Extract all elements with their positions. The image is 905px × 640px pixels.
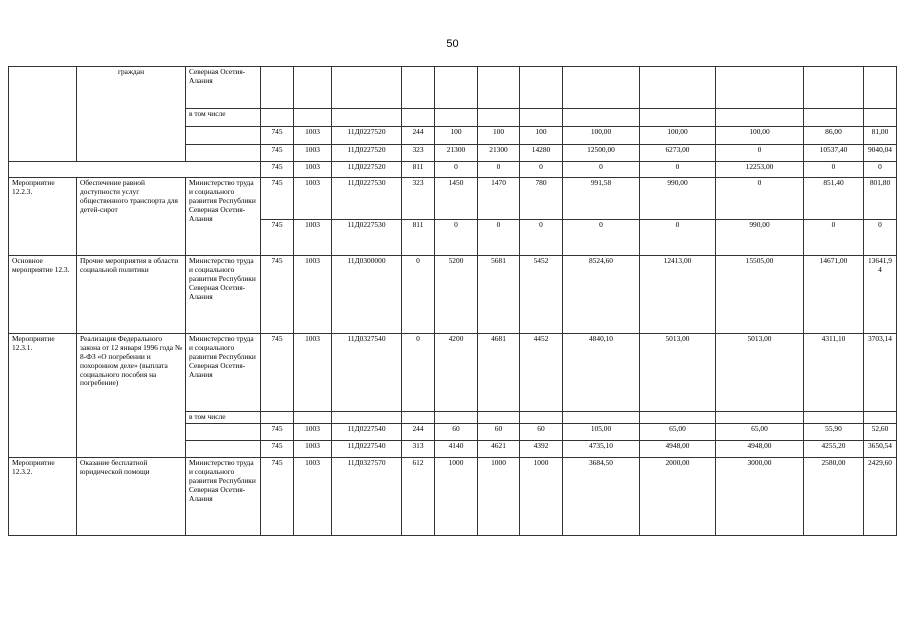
table-row (9, 162, 897, 178)
table-cell: 0 (716, 145, 804, 162)
table-cell: 990,00 (640, 178, 716, 220)
table-cell (332, 67, 402, 109)
table-cell: 55,90 (804, 424, 864, 441)
table-cell: 1450 (435, 178, 478, 220)
table-cell: 323 (402, 178, 435, 220)
table-cell (402, 412, 435, 424)
table-cell: Министерство труда и социального развития Республики Северная Осетия-Алания (186, 256, 261, 334)
page-number: 50 (446, 38, 459, 50)
table-cell: 745 (261, 256, 294, 334)
table-cell: 0 (478, 162, 520, 178)
table-cell (186, 441, 261, 458)
table-cell (261, 412, 294, 424)
table-cell: 0 (478, 220, 520, 256)
table-cell: 6273,00 (640, 145, 716, 162)
table-cell: 745 (261, 162, 294, 178)
table-cell: 100,00 (563, 127, 640, 145)
table-cell (716, 109, 804, 127)
table-cell: 323 (402, 145, 435, 162)
table-cell (435, 67, 478, 109)
table-cell: 1003 (294, 334, 332, 412)
table-cell: граждан (77, 67, 186, 162)
table-cell: 81,00 (864, 127, 897, 145)
table-cell: 11Д0227540 (332, 424, 402, 441)
table-cell: 1000 (520, 458, 563, 536)
table-cell: 21300 (435, 145, 478, 162)
table-cell (186, 424, 261, 441)
table-cell: 0 (563, 162, 640, 178)
table-cell: 1003 (294, 220, 332, 256)
table-cell: 1003 (294, 441, 332, 458)
table-cell: 990,00 (716, 220, 804, 256)
table-cell: 4452 (520, 334, 563, 412)
table-cell (9, 67, 77, 162)
table-cell (186, 145, 261, 162)
table-cell: 4255,20 (804, 441, 864, 458)
table-cell: 11Д0227530 (332, 220, 402, 256)
table-cell: 10537,40 (804, 145, 864, 162)
table-cell: 991,58 (563, 178, 640, 220)
table-cell: 13641,94 (864, 256, 897, 334)
table-cell: 14280 (520, 145, 563, 162)
table-cell: 11Д0227520 (332, 162, 402, 178)
table-cell: 65,00 (716, 424, 804, 441)
table-cell: 11Д0227520 (332, 127, 402, 145)
table-cell: Реализация Федерального закона от 12 января 1996 года № 8-ФЗ «О погребении и похоронном деле» (выплата социального пособия на погребение) (77, 334, 186, 458)
table-cell: 3684,50 (563, 458, 640, 536)
table-cell (294, 109, 332, 127)
table-cell: Министерство труда и социального развития Республики Северная Осетия-Алания (186, 458, 261, 536)
table-row (9, 67, 897, 109)
table-cell: 3000,00 (716, 458, 804, 536)
table-cell: 5452 (520, 256, 563, 334)
table-cell: 60 (435, 424, 478, 441)
table-cell (520, 412, 563, 424)
table-cell: 11Д0327570 (332, 458, 402, 536)
table-cell: 811 (402, 220, 435, 256)
table-cell: 11Д0300000 (332, 256, 402, 334)
table-cell (186, 127, 261, 145)
table-cell (640, 109, 716, 127)
table-cell: Мероприятие 12.3.2. (9, 458, 77, 536)
table-cell: 1000 (435, 458, 478, 536)
table-cell: Оказание бесплатной юридической помощи (77, 458, 186, 536)
table-cell (402, 109, 435, 127)
table-cell: 0 (640, 220, 716, 256)
table-cell: 0 (520, 220, 563, 256)
table-cell: 4681 (478, 334, 520, 412)
table-cell: 801,80 (864, 178, 897, 220)
table-cell: 0 (402, 256, 435, 334)
table-cell: 0 (804, 220, 864, 256)
table-cell: 65,00 (640, 424, 716, 441)
table-cell (640, 67, 716, 109)
table-cell (563, 67, 640, 109)
table-cell: 1003 (294, 145, 332, 162)
table-cell (332, 109, 402, 127)
table-cell (716, 67, 804, 109)
table-cell: 244 (402, 424, 435, 441)
table-cell: 0 (402, 334, 435, 412)
table-cell: 9040,04 (864, 145, 897, 162)
table-cell: Министерство труда и социального развития Республики Северная Осетия-Алания (186, 178, 261, 256)
budget-table (8, 66, 897, 536)
table-cell: 60 (478, 424, 520, 441)
table-cell: 5200 (435, 256, 478, 334)
table-cell: Обеспечение равной доступности услуг общественного транспорта для детей-сирот (77, 178, 186, 256)
table-cell: 745 (261, 127, 294, 145)
table-cell: 0 (563, 220, 640, 256)
table-cell (294, 67, 332, 109)
table-cell: Основное мероприятие 12.3. (9, 256, 77, 334)
table-cell (520, 67, 563, 109)
table-cell: 745 (261, 458, 294, 536)
table-cell: 1470 (478, 178, 520, 220)
table-row (9, 458, 897, 536)
table-cell (435, 109, 478, 127)
table-cell (804, 412, 864, 424)
table-cell (294, 412, 332, 424)
table-cell: 1003 (294, 162, 332, 178)
table-cell: 100,00 (640, 127, 716, 145)
table-cell (435, 412, 478, 424)
table-cell: 0 (716, 178, 804, 220)
table-cell: 5013,00 (640, 334, 716, 412)
table-cell (261, 109, 294, 127)
table-cell (9, 162, 261, 178)
table-row (9, 178, 897, 220)
table-cell: 2429,60 (864, 458, 897, 536)
table-cell (864, 109, 897, 127)
table-cell: 1003 (294, 424, 332, 441)
table-cell: 851,40 (804, 178, 864, 220)
table-cell: 100 (478, 127, 520, 145)
table-cell (640, 412, 716, 424)
table-cell: 1003 (294, 256, 332, 334)
table-cell (864, 67, 897, 109)
table-cell: 11Д0327540 (332, 334, 402, 412)
table-cell: 8524,60 (563, 256, 640, 334)
table-cell: 0 (804, 162, 864, 178)
table-cell: 4200 (435, 334, 478, 412)
table-cell: 12500,00 (563, 145, 640, 162)
table-cell: 15505,00 (716, 256, 804, 334)
table-cell (478, 67, 520, 109)
table-cell: 4735,10 (563, 441, 640, 458)
table-cell: 3650,54 (864, 441, 897, 458)
table-cell: 0 (520, 162, 563, 178)
table-cell (563, 109, 640, 127)
table-cell (804, 67, 864, 109)
table-cell: 4840,10 (563, 334, 640, 412)
table-cell: 100 (520, 127, 563, 145)
table-cell: 11Д0227540 (332, 441, 402, 458)
table-cell (261, 67, 294, 109)
table-cell: 0 (435, 162, 478, 178)
table-cell: 0 (864, 220, 897, 256)
table-cell: Прочие мероприятия в области социальной политики (77, 256, 186, 334)
table-cell: 11Д0227520 (332, 145, 402, 162)
table-cell: Северная Осетия-Алания (186, 67, 261, 109)
table-row (9, 334, 897, 412)
table-cell: 1003 (294, 127, 332, 145)
table-cell (804, 109, 864, 127)
table-cell: 12413,00 (640, 256, 716, 334)
table-cell: 745 (261, 178, 294, 220)
table-cell: 14671,00 (804, 256, 864, 334)
table-cell: 100,00 (716, 127, 804, 145)
table-cell (563, 412, 640, 424)
table-cell: 811 (402, 162, 435, 178)
table-cell (520, 109, 563, 127)
table-cell: 100 (435, 127, 478, 145)
table-row (9, 256, 897, 334)
table-cell: 745 (261, 145, 294, 162)
table-cell: 4948,00 (640, 441, 716, 458)
table-cell: 86,00 (804, 127, 864, 145)
table-cell: 52,60 (864, 424, 897, 441)
table-cell: 21300 (478, 145, 520, 162)
table-cell: 4948,00 (716, 441, 804, 458)
table-cell: 11Д0227530 (332, 178, 402, 220)
table-cell: 105,00 (563, 424, 640, 441)
table-cell: 3703,14 (864, 334, 897, 412)
table-cell: 4392 (520, 441, 563, 458)
table-cell: 4140 (435, 441, 478, 458)
table-cell (716, 412, 804, 424)
table-cell: 1000 (478, 458, 520, 536)
table-cell: 745 (261, 424, 294, 441)
table-cell: Мероприятие 12.3.1. (9, 334, 77, 458)
table-cell: 612 (402, 458, 435, 536)
table-cell: 5681 (478, 256, 520, 334)
table-cell (478, 109, 520, 127)
table-cell: 12253,00 (716, 162, 804, 178)
table-cell (402, 67, 435, 109)
table-cell: 745 (261, 441, 294, 458)
table-cell: в том числе (186, 412, 261, 424)
table-cell: 1003 (294, 178, 332, 220)
table-cell: 60 (520, 424, 563, 441)
table-cell: в том числе (186, 109, 261, 127)
table-cell: 0 (435, 220, 478, 256)
table-cell: 745 (261, 220, 294, 256)
table-cell: 4311,10 (804, 334, 864, 412)
table-cell: 244 (402, 127, 435, 145)
table-cell: 0 (864, 162, 897, 178)
table-cell: 313 (402, 441, 435, 458)
table-cell: 4621 (478, 441, 520, 458)
table-cell (332, 412, 402, 424)
table-cell: 2000,00 (640, 458, 716, 536)
table-cell: 0 (640, 162, 716, 178)
table-cell: 780 (520, 178, 563, 220)
table-cell: 745 (261, 334, 294, 412)
table-cell (864, 412, 897, 424)
table-cell: 2580,00 (804, 458, 864, 536)
table-cell: Мероприятие 12.2.3. (9, 178, 77, 256)
table-cell: 1003 (294, 458, 332, 536)
table-body (9, 67, 897, 536)
table-cell: 5013,00 (716, 334, 804, 412)
table-cell (478, 412, 520, 424)
table-cell: Министерство труда и социального развития Республики Северная Осетия-Алания (186, 334, 261, 412)
